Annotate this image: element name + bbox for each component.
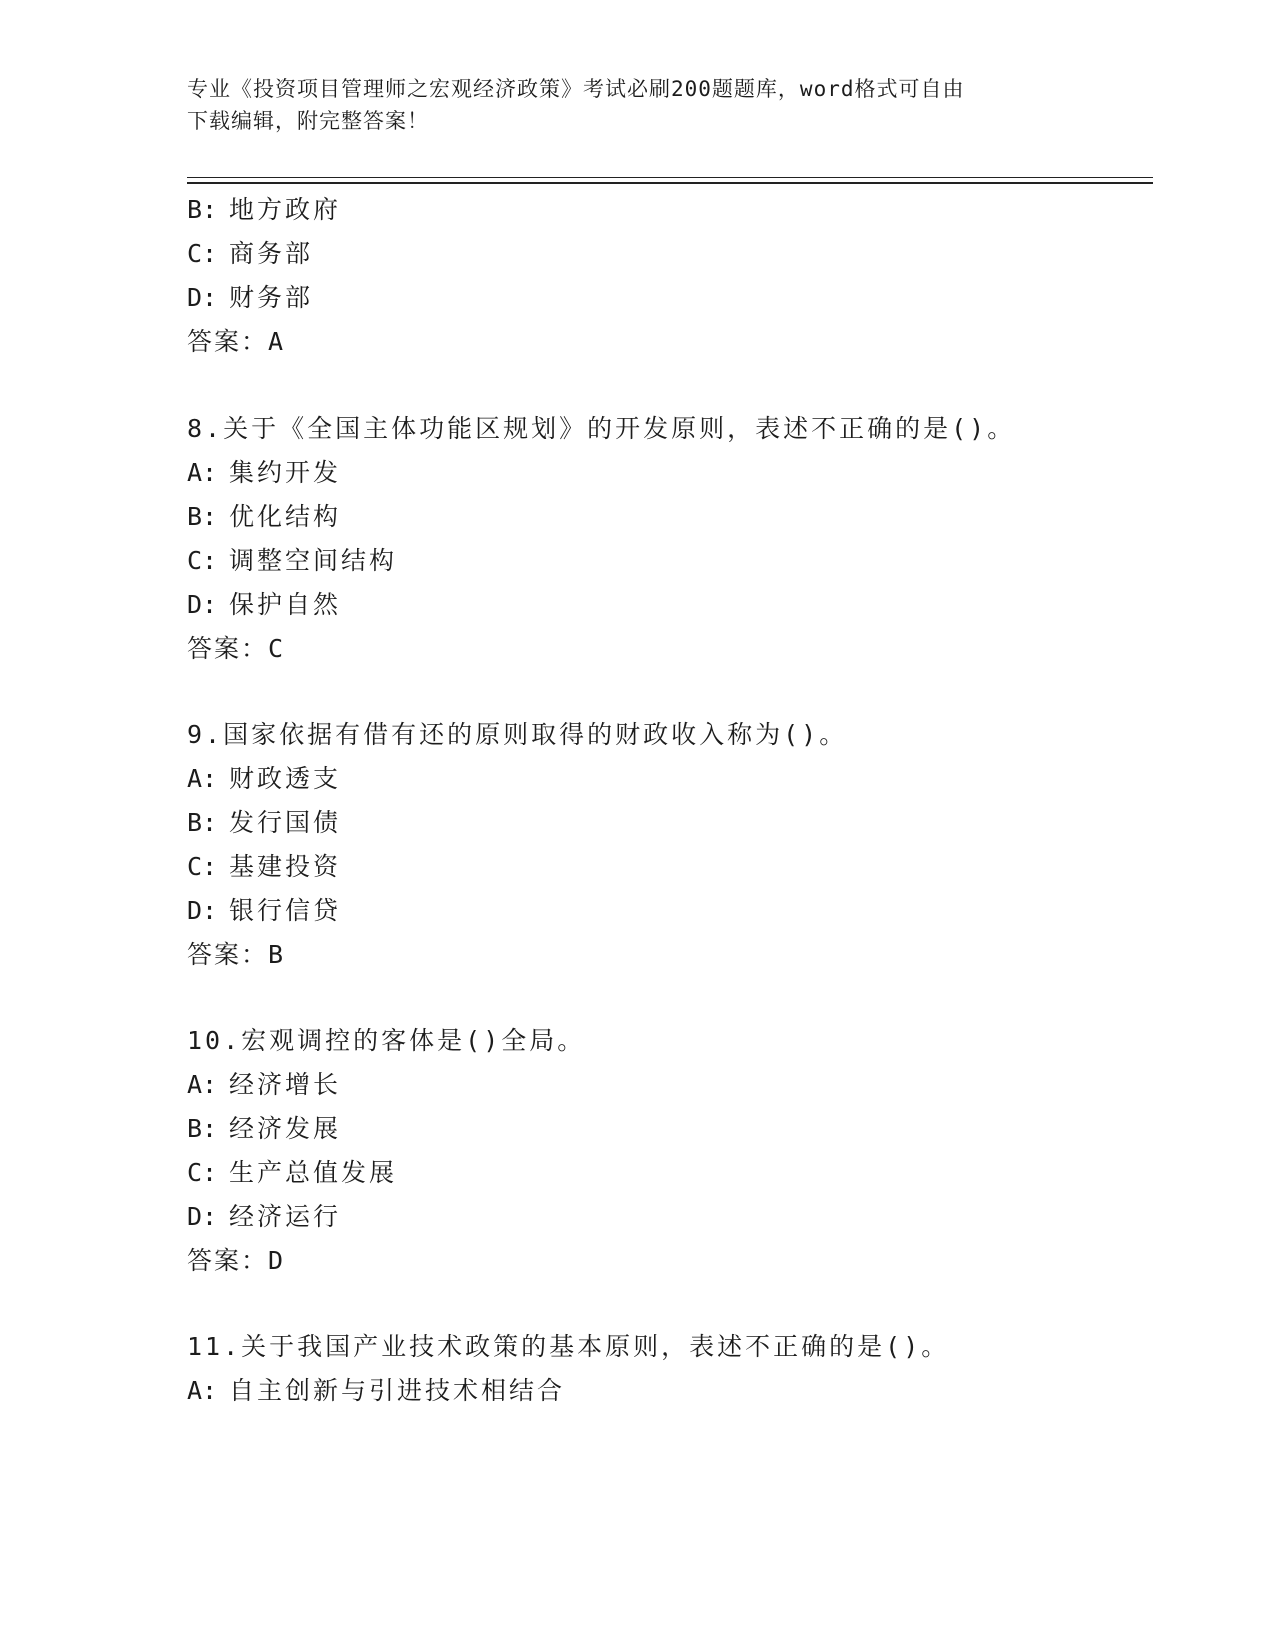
option-c	[187, 237, 313, 271]
option-letter: D:	[187, 283, 218, 312]
option-letter: C:	[187, 546, 218, 575]
option-text: 自主创新与引进技术相结合	[229, 1376, 566, 1405]
option-letter: C:	[187, 852, 218, 881]
header-divider-thin	[187, 177, 1153, 178]
option-letter: A:	[187, 764, 218, 793]
answer-line	[187, 938, 283, 972]
answer-label: 答案：	[187, 634, 269, 663]
header-divider-thick	[187, 182, 1153, 184]
option-d	[187, 894, 341, 928]
option-text: 集约开发	[229, 458, 342, 487]
answer-line	[187, 632, 283, 666]
answer-value: A	[268, 327, 284, 356]
option-text: 基建投资	[229, 852, 342, 881]
answer-value: D	[268, 1246, 284, 1275]
question-stem: 9.国家依据有借有还的原则取得的财政收入称为()。	[187, 720, 848, 749]
option-c	[187, 544, 397, 578]
option-text: 商务部	[229, 239, 314, 268]
option-letter: C:	[187, 239, 218, 268]
option-letter: D:	[187, 590, 218, 619]
option-text: 生产总值发展	[229, 1158, 398, 1187]
option-d	[187, 281, 313, 315]
option-c	[187, 850, 341, 884]
question-stem: 10.宏观调控的客体是()全局。	[187, 1026, 586, 1055]
option-letter: D:	[187, 896, 218, 925]
option-b	[187, 500, 341, 534]
option-letter: D:	[187, 1202, 218, 1231]
option-b	[187, 1112, 341, 1146]
option-text: 调整空间结构	[229, 546, 398, 575]
option-text: 财务部	[229, 283, 314, 312]
option-b	[187, 806, 341, 840]
option-letter: A:	[187, 1070, 218, 1099]
option-a	[187, 1068, 341, 1102]
option-d	[187, 588, 341, 622]
answer-value: C	[268, 634, 284, 663]
option-letter: A:	[187, 458, 218, 487]
option-text: 优化结构	[229, 502, 342, 531]
option-d	[187, 1200, 341, 1234]
answer-value: B	[268, 940, 284, 969]
option-text: 地方政府	[229, 195, 342, 224]
document-header	[187, 73, 1067, 137]
option-letter: B:	[187, 808, 218, 837]
question-stem: 11.关于我国产业技术政策的基本原则，表述不正确的是()。	[187, 1332, 950, 1361]
option-a	[187, 456, 341, 490]
answer-label: 答案：	[187, 940, 269, 969]
answer-line	[187, 1244, 283, 1278]
option-text: 经济发展	[229, 1114, 342, 1143]
option-text: 发行国债	[229, 808, 342, 837]
answer-line	[187, 325, 283, 359]
option-letter: B:	[187, 195, 218, 224]
option-text: 财政透支	[229, 764, 342, 793]
option-text: 保护自然	[229, 590, 342, 619]
question-stem: 8.关于《全国主体功能区规划》的开发原则，表述不正确的是()。	[187, 414, 1016, 443]
option-text: 经济增长	[229, 1070, 342, 1099]
option-letter: A:	[187, 1376, 218, 1405]
option-letter: C:	[187, 1158, 218, 1187]
option-c	[187, 1156, 397, 1190]
option-text: 银行信贷	[229, 896, 342, 925]
option-letter: B:	[187, 1114, 218, 1143]
answer-label: 答案：	[187, 327, 269, 356]
option-letter: B:	[187, 502, 218, 531]
answer-label: 答案：	[187, 1246, 269, 1275]
header-line-1: 专业《投资项目管理师之宏观经济政策》考试必刷200题题库，word格式可自由	[187, 77, 965, 101]
header-line-2: 下载编辑，附完整答案！	[187, 109, 429, 133]
option-b	[187, 193, 341, 227]
option-text: 经济运行	[229, 1202, 342, 1231]
option-a	[187, 1374, 565, 1408]
option-a	[187, 762, 341, 796]
